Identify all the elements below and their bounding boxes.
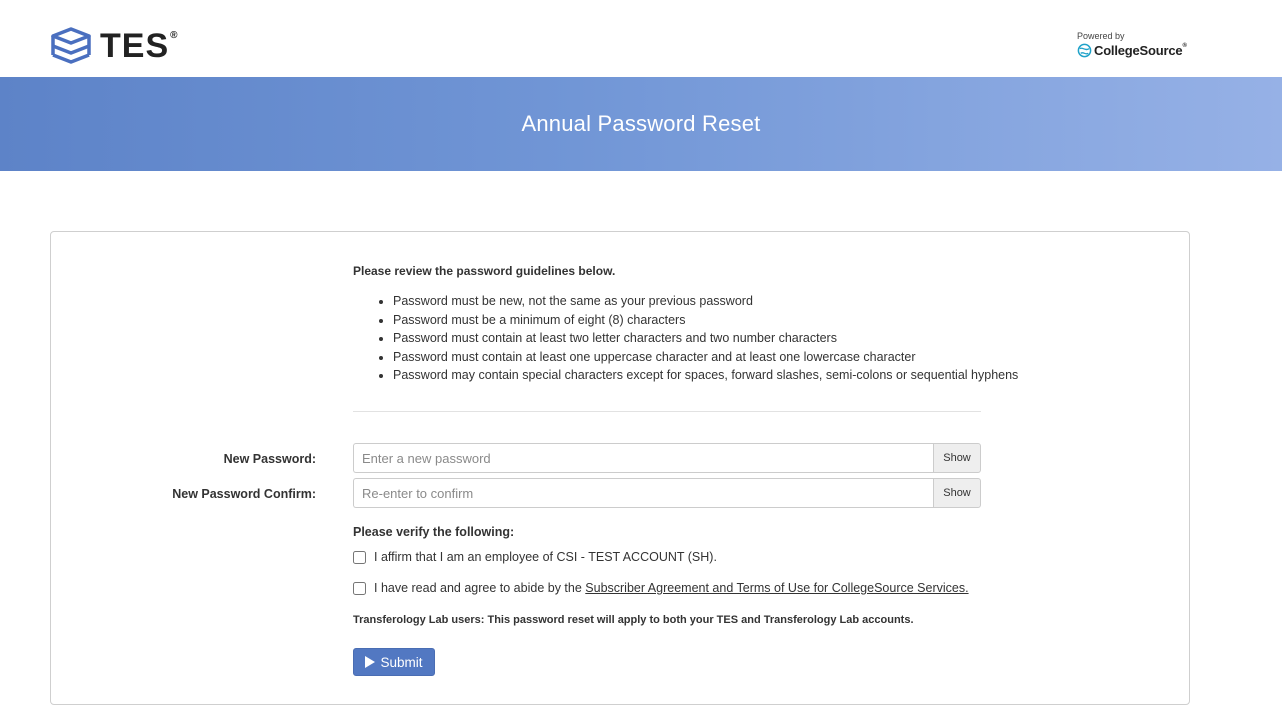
new-password-input[interactable] (353, 443, 933, 473)
page-title: Annual Password Reset (521, 111, 761, 136)
guideline-item: • Password must contain at least two letter characters and two number characters (393, 329, 1018, 348)
affirm-text: I affirm that I am an employee of CSI - TEST ACCOUNT (SH). (374, 550, 717, 564)
guideline-item: • Password must contain at least one uppercase character and at least one lowercase character (393, 348, 1018, 367)
verify-title: Please verify the following: (353, 525, 515, 539)
confirm-password-group (353, 478, 981, 508)
guideline-item: • Password may contain special characters except for spaces, forward slashes, semi-colons or sequential hyphens (393, 366, 1018, 385)
submit-label: Submit (380, 654, 423, 670)
terms-link[interactable]: Subscriber Agreement and Terms of Use for CollegeSource Services. (585, 581, 969, 595)
page-banner (0, 77, 1282, 171)
new-password-group (353, 443, 981, 473)
agree-row (353, 581, 969, 595)
agree-checkbox[interactable] (353, 582, 366, 595)
top-header (0, 0, 1282, 77)
collegesource-globe-icon (1077, 43, 1092, 58)
reset-panel (50, 231, 1190, 705)
guidelines-title: Please review the password guidelines below. (353, 264, 616, 278)
show-new-password-button[interactable]: Show (933, 443, 981, 473)
confirm-password-label: New Password Confirm: (172, 487, 316, 501)
divider (353, 411, 981, 412)
logo-text: TES® (100, 27, 179, 65)
tes-stack-icon (49, 26, 93, 66)
new-password-label: New Password: (223, 452, 316, 466)
play-icon (365, 656, 375, 668)
collegesource-name: CollegeSource® (1094, 43, 1187, 58)
affirm-checkbox[interactable] (353, 551, 366, 564)
confirm-password-input[interactable] (353, 478, 933, 508)
guideline-item: • Password must be a minimum of eight (8) characters (393, 311, 1018, 330)
guideline-item: • Password must be new, not the same as your previous password (393, 292, 1018, 311)
transferology-note: Transferology Lab users: This password reset will apply to both your TES and Transferology Lab accounts. (353, 614, 914, 626)
powered-by-label: Powered by (1077, 31, 1125, 41)
agree-text: I have read and agree to abide by the Subscriber Agreement and Terms of Use for CollegeSource Services. (374, 581, 969, 595)
powered-by-collegesource (1077, 31, 1187, 58)
submit-button[interactable] (353, 648, 435, 676)
guidelines-list (353, 292, 1018, 385)
affirm-row[interactable] (353, 550, 717, 564)
tes-logo[interactable] (49, 26, 179, 66)
show-confirm-password-button[interactable]: Show (933, 478, 981, 508)
